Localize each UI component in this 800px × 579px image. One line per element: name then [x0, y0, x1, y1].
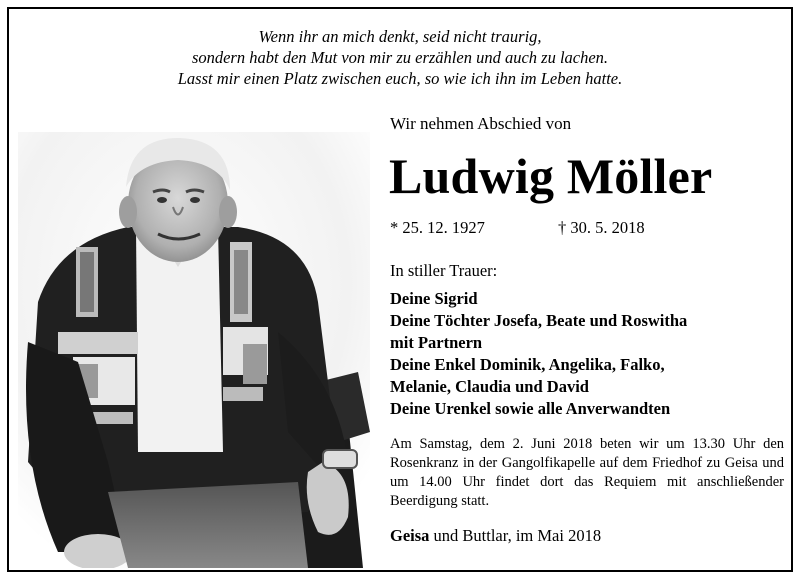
- place-town: Geisa: [390, 526, 430, 545]
- mourner-line: Deine Sigrid: [390, 289, 478, 308]
- deceased-name: Ludwig Möller: [389, 148, 713, 204]
- mourner-line: Deine Töchter Josefa, Beate und Roswitha: [390, 311, 688, 330]
- birth-date: * 25. 12. 1927: [390, 218, 485, 237]
- mourners-list: [390, 288, 687, 420]
- memorial-quote: [0, 26, 800, 89]
- mourner-line: Deine Enkel Dominik, Angelika, Falko,: [390, 355, 665, 374]
- place-rest: und Buttlar, im Mai 2018: [429, 526, 602, 545]
- death-date: † 30. 5. 2018: [558, 218, 645, 237]
- mourner-line: Melanie, Claudia und David: [390, 377, 589, 396]
- service-details: Am Samstag, dem 2. Juni 2018 beten wir um 13.30 Uhr den Rosenkranz in der Gangolfikapelle auf dem Friedhof zu Geisa und um 14.00 Uhr findet dort das Requiem mit anschließender Beerdigung statt.: [390, 436, 784, 509]
- farewell-line: Wir nehmen Abschied von: [390, 114, 572, 133]
- mourner-line: mit Partnern: [390, 333, 483, 352]
- mourning-heading: In stiller Trauer:: [390, 261, 498, 280]
- place-and-date: [390, 526, 601, 546]
- quote-line: Lasst mir einen Platz zwischen euch, so wie ich ihn im Leben hatte.: [177, 69, 623, 88]
- portrait-photo: [18, 132, 370, 568]
- quote-line: sondern habt den Mut von mir zu erzählen und auch zu lachen.: [191, 48, 609, 67]
- mourner-line: Deine Urenkel sowie alle Anverwandten: [390, 399, 671, 418]
- quote-line: Wenn ihr an mich denkt, seid nicht traurig,: [258, 27, 542, 46]
